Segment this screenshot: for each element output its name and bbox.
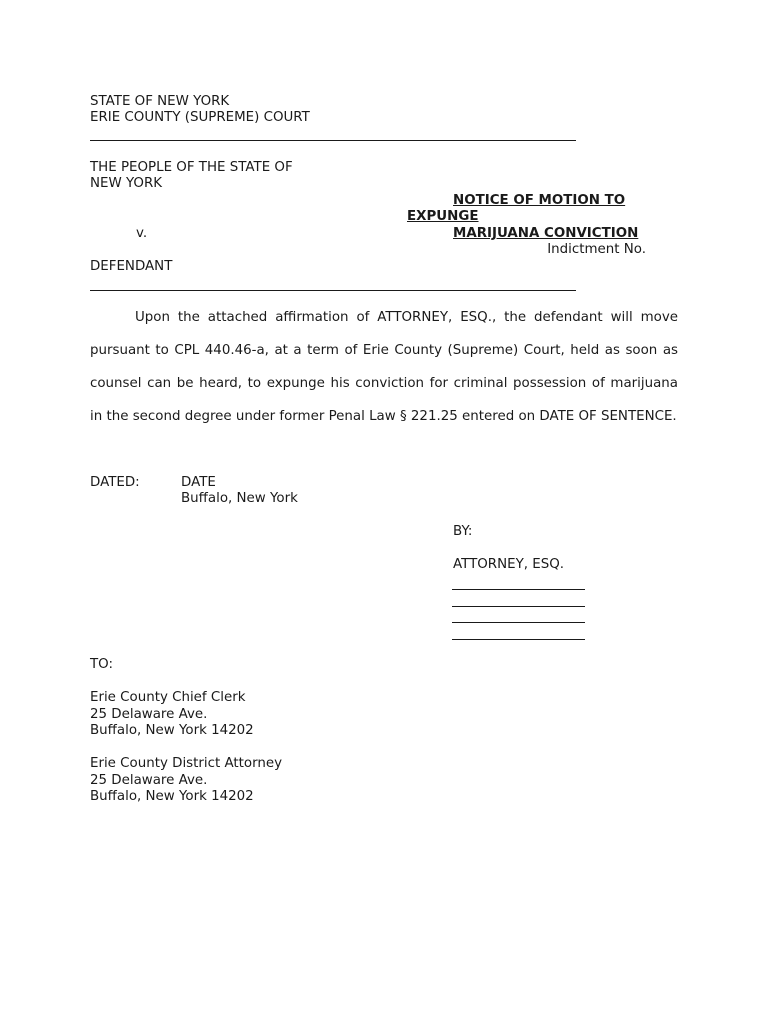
title-line-2: EXPUNGE xyxy=(407,209,479,224)
dated-place: Buffalo, New York xyxy=(181,491,298,506)
defendant-label: DEFENDANT xyxy=(90,259,173,274)
dated-date: DATE xyxy=(181,475,216,490)
recipient-da-city: Buffalo, New York 14202 xyxy=(90,789,254,804)
plaintiff-line-2: NEW YORK xyxy=(90,176,163,191)
recipient-da-name: Erie County District Attorney xyxy=(90,756,283,771)
caption-rule-bottom xyxy=(90,290,576,291)
attorney-name: ATTORNEY, ESQ. xyxy=(453,557,565,572)
indictment-number-label: Indictment No. xyxy=(547,242,646,257)
title-line-3: MARIJUANA CONVICTION xyxy=(453,226,639,241)
signature-line-4 xyxy=(452,639,585,640)
court-heading: ERIE COUNTY (SUPREME) COURT xyxy=(90,110,310,125)
signature-line-1 xyxy=(452,589,585,590)
recipient-da-street: 25 Delaware Ave. xyxy=(90,773,208,788)
recipient-clerk-city: Buffalo, New York 14202 xyxy=(90,723,254,738)
by-label: BY: xyxy=(453,524,473,539)
versus-label: v. xyxy=(136,226,148,241)
plaintiff-line-1: THE PEOPLE OF THE STATE OF xyxy=(90,160,293,175)
dated-label: DATED: xyxy=(90,475,140,490)
motion-paragraph: Upon the attached affirmation of ATTORNEY, ESQ., the defendant will move pursuant to CPL 440.46-a, at a term of Erie County (Supreme) Court, held as soon as counsel can be heard, to expunge his conviction for criminal possession of marijuana in the second degree under former Penal Law § 221.25 entered on DATE OF SENTENCE. xyxy=(90,310,678,424)
title-line-1: NOTICE OF MOTION TO xyxy=(453,193,626,208)
to-label: TO: xyxy=(90,657,113,672)
state-heading: STATE OF NEW YORK xyxy=(90,94,230,109)
recipient-clerk-street: 25 Delaware Ave. xyxy=(90,707,208,722)
signature-line-3 xyxy=(452,622,585,623)
caption-rule-top xyxy=(90,140,576,141)
recipient-clerk-name: Erie County Chief Clerk xyxy=(90,690,246,705)
signature-line-2 xyxy=(452,606,585,607)
